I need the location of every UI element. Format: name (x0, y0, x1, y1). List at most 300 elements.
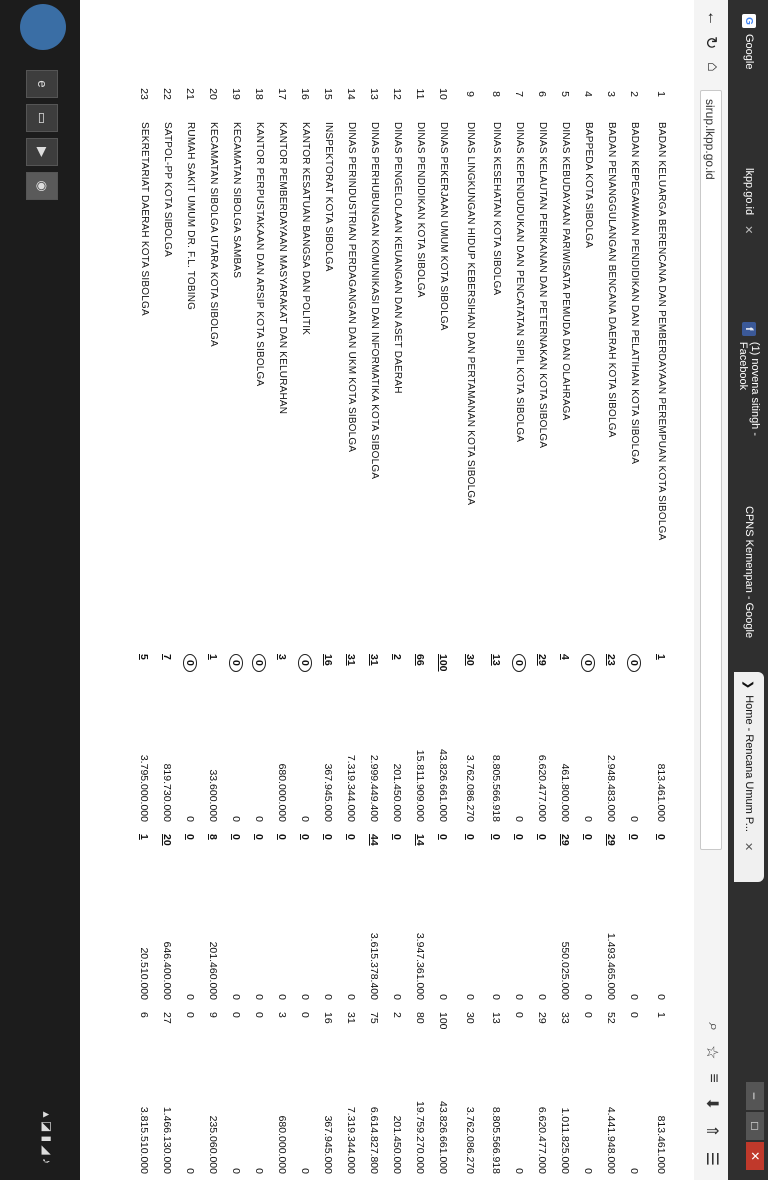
value-2-cell (646, 890, 676, 1006)
unit-name-cell (531, 116, 554, 648)
unit-name: KANTOR PEMBERDAYAAN MASYARAKAT DAN KELURAHAN (277, 122, 288, 415)
url-input[interactable]: sirup.lkpp.go.id (700, 90, 722, 850)
value-total: 3.762.086.270 (464, 1106, 476, 1174)
count-1-cell (386, 648, 409, 724)
table-row (248, 72, 271, 1180)
count-total: 30 (464, 1012, 476, 1024)
value-1-cell (386, 724, 409, 828)
value-1: 201.450.000 (391, 763, 404, 822)
row-number-cell (623, 72, 646, 116)
value-2: 0 (655, 994, 667, 1000)
value-1: 8.805.566.918 (490, 754, 503, 822)
row-number-cell (554, 72, 577, 116)
count-total-cell (317, 1006, 340, 1056)
value-total-cell (179, 1056, 202, 1180)
value-total-cell (554, 1056, 577, 1180)
count-total-cell (409, 1006, 432, 1056)
row-number-cell (386, 72, 409, 116)
count-1: 0 (299, 654, 313, 672)
unit-name-cell (225, 116, 248, 648)
count-1-cell (485, 648, 508, 724)
value-1-cell (554, 724, 577, 828)
value-1: 0 (299, 816, 312, 822)
count-1: 16 (322, 654, 335, 666)
count-1-cell (432, 648, 455, 724)
count-2: 29 (559, 834, 572, 846)
row-number: 13 (368, 88, 381, 100)
count-total-cell (133, 1006, 156, 1056)
count-total-cell (294, 1006, 317, 1056)
count-total: 75 (368, 1012, 381, 1024)
value-2: 0 (464, 994, 476, 1000)
unit-name: DINAS PERHUBUNGAN KOMUNIKASI DAN INFORMATIKA KOTA SIBOLGA (369, 122, 380, 480)
count-1: 7 (161, 654, 174, 660)
count-2-cell (294, 828, 317, 890)
row-number: 22 (161, 88, 174, 100)
unit-name-cell (646, 116, 676, 648)
value-2: 3.615.378.400 (368, 932, 381, 1000)
value-total-cell (386, 1056, 409, 1180)
row-number: 19 (230, 88, 243, 100)
unit-name: KANTOR KESATUAN BANGSA DAN POLITIK (300, 122, 311, 336)
count-total-cell (386, 1006, 409, 1056)
count-2: 0 (253, 834, 266, 840)
unit-name-cell (156, 116, 179, 648)
tab-rencana-umum[interactable] (734, 672, 764, 882)
value-total: 0 (628, 1168, 641, 1174)
count-1: 31 (368, 654, 381, 666)
count-1: 4 (559, 654, 572, 660)
tab-facebook[interactable] (734, 314, 764, 494)
window-controls (746, 1080, 764, 1170)
row-number-cell (508, 72, 531, 116)
value-2: 550.025.000 (559, 941, 572, 1000)
row-number: 7 (513, 91, 526, 97)
page-content (80, 0, 694, 1180)
count-total: 0 (253, 1012, 266, 1018)
star-icon[interactable]: ☆ (703, 1045, 720, 1060)
count-total-cell (432, 1006, 455, 1056)
value-1-cell (409, 724, 432, 828)
value-2: 646.400.000 (161, 941, 174, 1000)
count-1: 66 (414, 654, 427, 666)
ie-icon[interactable]: e (26, 70, 58, 98)
count-2-cell (531, 828, 554, 890)
count-1-cell (179, 648, 202, 724)
close-window-icon[interactable]: ✕ (746, 1142, 764, 1170)
count-total: 29 (536, 1012, 549, 1024)
count-1: 0 (628, 654, 642, 672)
value-1: 0 (253, 816, 266, 822)
value-2: 0 (490, 994, 503, 1000)
tab-lkpp[interactable] (734, 160, 764, 310)
count-total: 0 (230, 1012, 243, 1018)
count-total: 9 (207, 1012, 220, 1018)
row-number-cell (577, 72, 600, 116)
unit-name-cell (577, 116, 600, 648)
unit-name: SATPOL-PP KOTA SIBOLGA (162, 122, 173, 258)
value-2: 0 (276, 994, 289, 1000)
count-2-cell (409, 828, 432, 890)
count-1-cell (577, 648, 600, 724)
row-number: 2 (628, 91, 641, 97)
count-total-cell (623, 1006, 646, 1056)
count-2-cell (340, 828, 363, 890)
value-1-cell (179, 724, 202, 828)
value-2: 0 (391, 994, 404, 1000)
count-2: 0 (628, 834, 641, 840)
count-2-cell (554, 828, 577, 890)
count-2-cell (271, 828, 294, 890)
row-number: 10 (437, 88, 450, 100)
row-number: 14 (345, 88, 358, 100)
unit-name: DINAS PERINDUSTRIAN PERDAGANGAN DAN UKM KOTA SIBOLGA (346, 122, 357, 453)
value-1: 367.945.000 (322, 763, 335, 822)
tab-google[interactable] (734, 6, 764, 156)
row-number: 9 (464, 91, 476, 97)
row-number: 11 (414, 88, 427, 100)
count-2: 0 (464, 834, 476, 840)
value-1-cell (156, 724, 179, 828)
count-2-cell (623, 828, 646, 890)
count-1-cell (409, 648, 432, 724)
value-total: 6.620.477.000 (536, 1106, 549, 1174)
value-1-cell (340, 724, 363, 828)
value-1-cell (248, 724, 271, 828)
count-1: 3 (276, 654, 289, 660)
value-total-cell (577, 1056, 600, 1180)
count-total: 0 (513, 1012, 526, 1018)
count-total-cell (202, 1006, 225, 1056)
table-row (409, 72, 432, 1180)
row-number: 5 (559, 91, 572, 97)
count-total: 2 (391, 1012, 404, 1018)
tab-label: Google (743, 34, 755, 70)
count-total: 52 (605, 1012, 618, 1024)
count-2: 0 (299, 834, 312, 840)
row-number: 21 (184, 88, 197, 100)
row-number-cell (455, 72, 485, 116)
value-2-cell (179, 890, 202, 1006)
unit-name-cell (294, 116, 317, 648)
reload-icon[interactable]: ↻ (702, 36, 719, 50)
value-1: 3.795.000.000 (138, 754, 151, 822)
value-1-cell (600, 724, 623, 828)
count-1-cell (317, 648, 340, 724)
count-2: 20 (161, 834, 174, 846)
search-icon[interactable]: ⌕ (705, 1022, 722, 1032)
unit-name-cell (248, 116, 271, 648)
value-2-cell (271, 890, 294, 1006)
value-1-cell (432, 724, 455, 828)
count-1: 100 (437, 654, 450, 672)
count-total-cell (455, 1006, 485, 1056)
count-total-cell (600, 1006, 623, 1056)
count-total: 0 (628, 1012, 641, 1018)
tab-label: CPNS Kemenpan - Google (743, 506, 755, 639)
value-1: 2.948.483.000 (605, 754, 618, 822)
value-total: 0 (513, 1168, 526, 1174)
value-total-cell (646, 1056, 676, 1180)
count-2: 0 (322, 834, 335, 840)
value-total: 6.614.827.800 (368, 1106, 381, 1174)
count-total: 16 (322, 1012, 335, 1024)
count-2: 0 (437, 834, 450, 840)
value-total: 680.000.000 (276, 1115, 289, 1174)
unit-name: INSPEKTORAT KOTA SIBOLGA (323, 122, 334, 272)
value-total: 367.945.000 (322, 1115, 335, 1174)
count-2: 0 (345, 834, 358, 840)
browser-tab-bar (728, 0, 768, 1180)
value-2: 0 (322, 994, 335, 1000)
value-1-cell (646, 724, 676, 828)
unit-name-cell (202, 116, 225, 648)
unit-name-cell (485, 116, 508, 648)
value-2-cell (340, 890, 363, 1006)
value-2: 201.460.000 (207, 941, 220, 1000)
value-2-cell (409, 890, 432, 1006)
value-total: 235.060.000 (207, 1115, 220, 1174)
row-number: 15 (322, 88, 335, 100)
count-1: 0 (184, 654, 198, 672)
value-total-cell (202, 1056, 225, 1180)
value-1: 3.762.086.270 (464, 754, 476, 822)
value-2: 0 (628, 994, 641, 1000)
table-row (317, 72, 340, 1180)
row-number: 16 (299, 88, 312, 100)
value-total-cell (340, 1056, 363, 1180)
count-1: 29 (536, 654, 549, 666)
start-button[interactable] (20, 4, 66, 50)
table-row (646, 72, 676, 1180)
value-1-cell (508, 724, 531, 828)
value-2-cell (363, 890, 386, 1006)
value-2: 0 (253, 994, 266, 1000)
tab-label: (1) novena sitingh - Facebook (737, 341, 761, 437)
count-2: 0 (513, 834, 526, 840)
table-row (271, 72, 294, 1180)
value-1-cell (225, 724, 248, 828)
value-1: 813.461.000 (655, 763, 667, 822)
unit-name: RUMAH SAKIT UMUM DR. F.L. TOBING (185, 122, 196, 311)
value-2: 1.493.465.000 (605, 932, 618, 1000)
count-1-cell (340, 648, 363, 724)
media-player-icon[interactable]: ▶ (26, 138, 58, 166)
value-total: 3.815.510.000 (138, 1106, 151, 1174)
count-1-cell (156, 648, 179, 724)
folder-icon[interactable]: ▭ (26, 104, 58, 132)
unit-name-cell (554, 116, 577, 648)
value-total-cell (623, 1056, 646, 1180)
download-icon[interactable]: ⬇ (703, 1096, 720, 1111)
row-number-cell (409, 72, 432, 116)
value-total-cell (432, 1056, 455, 1180)
value-1-cell (271, 724, 294, 828)
row-number-cell (317, 72, 340, 116)
value-total-cell (363, 1056, 386, 1180)
count-total: 0 (184, 1012, 197, 1018)
count-1-cell (623, 648, 646, 724)
row-number-cell (133, 72, 156, 116)
value-total-cell (508, 1056, 531, 1180)
count-total-cell (363, 1006, 386, 1056)
value-1-cell (577, 724, 600, 828)
count-1: 0 (230, 654, 244, 672)
count-total-cell (179, 1006, 202, 1056)
row-number-cell (202, 72, 225, 116)
value-total: 0 (582, 1168, 595, 1174)
unit-name-cell (432, 116, 455, 648)
table-row (133, 72, 156, 1180)
count-2: 0 (490, 834, 503, 840)
unit-name-cell (133, 116, 156, 648)
row-number: 3 (605, 91, 618, 97)
value-2: 20.510.000 (138, 947, 151, 1000)
count-1-cell (225, 648, 248, 724)
count-1-cell (455, 648, 485, 724)
unit-name: KANTOR PERPUSTAKAAN DAN ARSIP KOTA SIBOLGA (254, 122, 265, 387)
value-total: 201.450.000 (391, 1115, 404, 1174)
count-1: 0 (582, 654, 596, 672)
count-1-cell (248, 648, 271, 724)
home-arrow-icon[interactable]: ⇑ (703, 1124, 720, 1138)
value-1-cell (363, 724, 386, 828)
menu-list-icon[interactable]: ≡ (705, 1073, 722, 1083)
table-row (156, 72, 179, 1180)
row-number: 23 (138, 88, 151, 100)
unit-name: BADAN KELUARGA BERENCANA DAN PEMBERDAYAAN PEREMPUAN KOTA SIBOLGA (656, 122, 667, 541)
value-1-cell (202, 724, 225, 828)
unit-name-cell (271, 116, 294, 648)
value-1-cell (623, 724, 646, 828)
value-2-cell (156, 890, 179, 1006)
count-2: 0 (582, 834, 595, 840)
count-2-cell (386, 828, 409, 890)
row-number-cell (485, 72, 508, 116)
row-number-cell (531, 72, 554, 116)
value-1: 0 (513, 816, 526, 822)
count-2-cell (225, 828, 248, 890)
unit-name: DINAS PENGELOLAAN KEUANGAN DAN ASET DAERAH (392, 122, 403, 394)
count-1: 30 (464, 654, 476, 666)
count-total-cell (508, 1006, 531, 1056)
table-row (577, 72, 600, 1180)
count-total: 27 (161, 1012, 174, 1024)
value-1: 0 (230, 816, 243, 822)
count-2-cell (133, 828, 156, 890)
count-1-cell (363, 648, 386, 724)
count-1-cell (133, 648, 156, 724)
count-2: 0 (655, 834, 667, 840)
maximize-icon[interactable]: □ (746, 1112, 764, 1140)
value-total-cell (485, 1056, 508, 1180)
unit-name-cell (179, 116, 202, 648)
close-icon[interactable]: ✕ (742, 841, 755, 852)
table-row (179, 72, 202, 1180)
browser-toolbar (702, 1022, 722, 1166)
count-total-cell (531, 1006, 554, 1056)
value-2-cell (455, 890, 485, 1006)
value-1: 6.620.477.000 (536, 754, 549, 822)
value-1: 0 (184, 816, 197, 822)
unit-name: SEKRETARIAT DAERAH KOTA SIBOLGA (139, 122, 150, 316)
row-number: 12 (391, 88, 404, 100)
count-total-cell (554, 1006, 577, 1056)
system-tray: ▴ ◪ ▮ ◢ ♪ (40, 1111, 54, 1164)
close-icon[interactable]: ✕ (742, 225, 755, 235)
unit-name-cell (340, 116, 363, 648)
value-1-cell (455, 724, 485, 828)
value-total-cell (156, 1056, 179, 1180)
value-2-cell (554, 890, 577, 1006)
row-number: 18 (253, 88, 266, 100)
value-2-cell (202, 890, 225, 1006)
table-body (133, 72, 676, 1180)
back-arrow-icon[interactable]: ← (704, 10, 721, 26)
count-2-cell (156, 828, 179, 890)
value-2-cell (133, 890, 156, 1006)
count-1-cell (294, 648, 317, 724)
home-icon[interactable]: ⌂ (704, 62, 721, 72)
count-total: 13 (490, 1012, 503, 1024)
minimize-icon[interactable]: – (746, 1082, 764, 1110)
count-total-cell (577, 1006, 600, 1056)
row-number-cell (156, 72, 179, 116)
count-total-cell (248, 1006, 271, 1056)
count-2-cell (577, 828, 600, 890)
table-row (432, 72, 455, 1180)
count-total-cell (340, 1006, 363, 1056)
value-total: 0 (230, 1168, 243, 1174)
row-number: 17 (276, 88, 289, 100)
count-1: 2 (391, 654, 404, 660)
unit-name-cell (508, 116, 531, 648)
value-1: 680.000.000 (276, 763, 289, 822)
value-total: 4.441.948.000 (605, 1106, 618, 1174)
unit-name: KECAMATAN SIBOLGA UTARA KOTA SIBOLGA (208, 122, 219, 347)
table-row (340, 72, 363, 1180)
value-2: 0 (299, 994, 312, 1000)
unit-name-cell (600, 116, 623, 648)
value-total: 1.011.825.000 (559, 1107, 572, 1174)
value-2-cell (577, 890, 600, 1006)
unit-name-cell (317, 116, 340, 648)
hamburger-menu-icon[interactable]: ☰ (703, 1151, 720, 1166)
chrome-icon[interactable]: ◉ (26, 172, 58, 200)
value-total: 0 (299, 1168, 312, 1174)
value-2: 0 (184, 994, 197, 1000)
value-1-cell (133, 724, 156, 828)
value-2: 0 (513, 994, 526, 1000)
count-1-cell (600, 648, 623, 724)
value-total-cell (317, 1056, 340, 1180)
count-2-cell (432, 828, 455, 890)
value-total-cell (455, 1056, 485, 1180)
row-number: 20 (207, 88, 220, 100)
value-total: 0 (184, 1168, 197, 1174)
count-1: 31 (345, 654, 358, 666)
row-number: 4 (582, 91, 595, 97)
row-number-cell (363, 72, 386, 116)
tab-cpns[interactable] (734, 498, 764, 668)
unit-name-cell (386, 116, 409, 648)
value-total-cell (225, 1056, 248, 1180)
value-2-cell (432, 890, 455, 1006)
count-total: 33 (559, 1012, 572, 1024)
chevron-right-icon: ❯ (742, 680, 755, 690)
count-2-cell (646, 828, 676, 890)
unit-name: KECAMATAN SIBOLGA SAMBAS (231, 122, 242, 279)
